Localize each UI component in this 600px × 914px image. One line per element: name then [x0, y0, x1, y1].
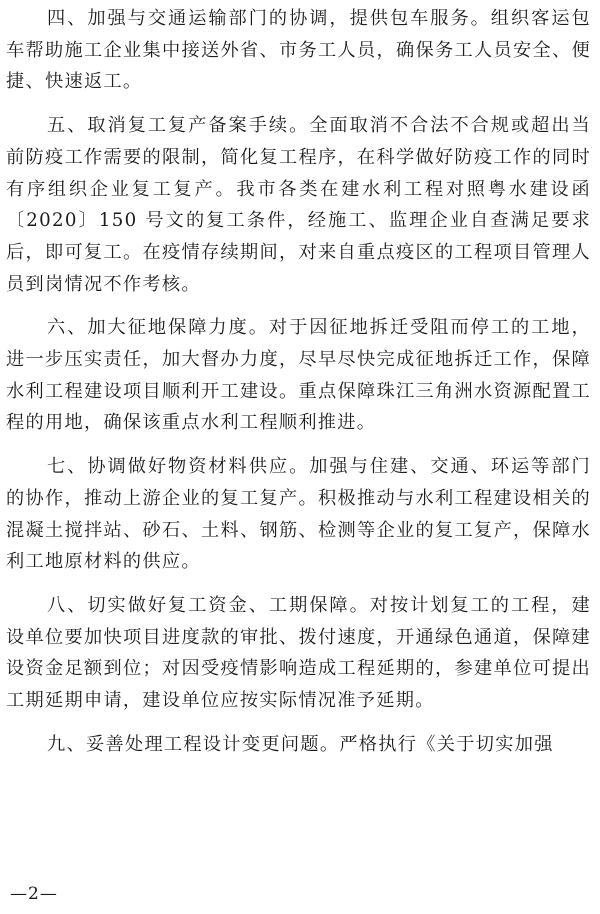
paragraph-6: 六、加大征地保障力度。对于因征地拆迁受阻而停工的工地，进一步压实责任，加大督办力度，尽早尽快完成征地拆迁工作，保障水利工程建设项目顺利开工建设。重点保障珠江三角洲水资源配置工程的用地，确保该重点水利工程顺利推进。 — [6, 317, 591, 434]
paragraph-9: 九、妥善处理工程设计变更问题。严格执行《关于切实加强 — [47, 733, 554, 755]
page-number: —2— — [10, 884, 58, 904]
body-text — [6, 3, 591, 772]
paragraph-8: 八、切实做好复工资金、工期保障。对按计划复工的工程，建设单位要加快项目进度款的审批、拨付速度，开通绿色通道，保障建设资金足额到位；对因受疫情影响造成工程延期的，参建单位可提出工期延期申请，建设单位应按实际情况准予延期。 — [6, 594, 591, 712]
paragraph-4: 四、加强与交通运输部门的协调，提供包车服务。组织客运包车帮助施工企业集中接送外省、市务工人员，确保务工人员安全、便捷、快速返工。 — [6, 8, 591, 93]
paragraph-5: 五、取消复工复产备案手续。全面取消不合法不合规或超出当前防疫工作需要的限制，简化复工程序，在科学做好防疫工作的同时有序组织企业复工复产。我市各类在建水利工程对照粤水建设函〔2020〕150 号文的复工条件，经施工、监理企业自查满足要求后，即可复工。在疫情存续期间，对来自重点疫区的工程项目管理人员到岗情况不作考核。 — [6, 115, 591, 295]
paragraph-7: 七、协调做好物资材料供应。加强与住建、交通、环运等部门的协作，推动上游企业的复工复产。积极推动与水利工程建设相关的混凝土搅拌站、砂石、土料、钢筋、检测等企业的复工复产，保障水利工地原材料的供应。 — [6, 456, 591, 573]
